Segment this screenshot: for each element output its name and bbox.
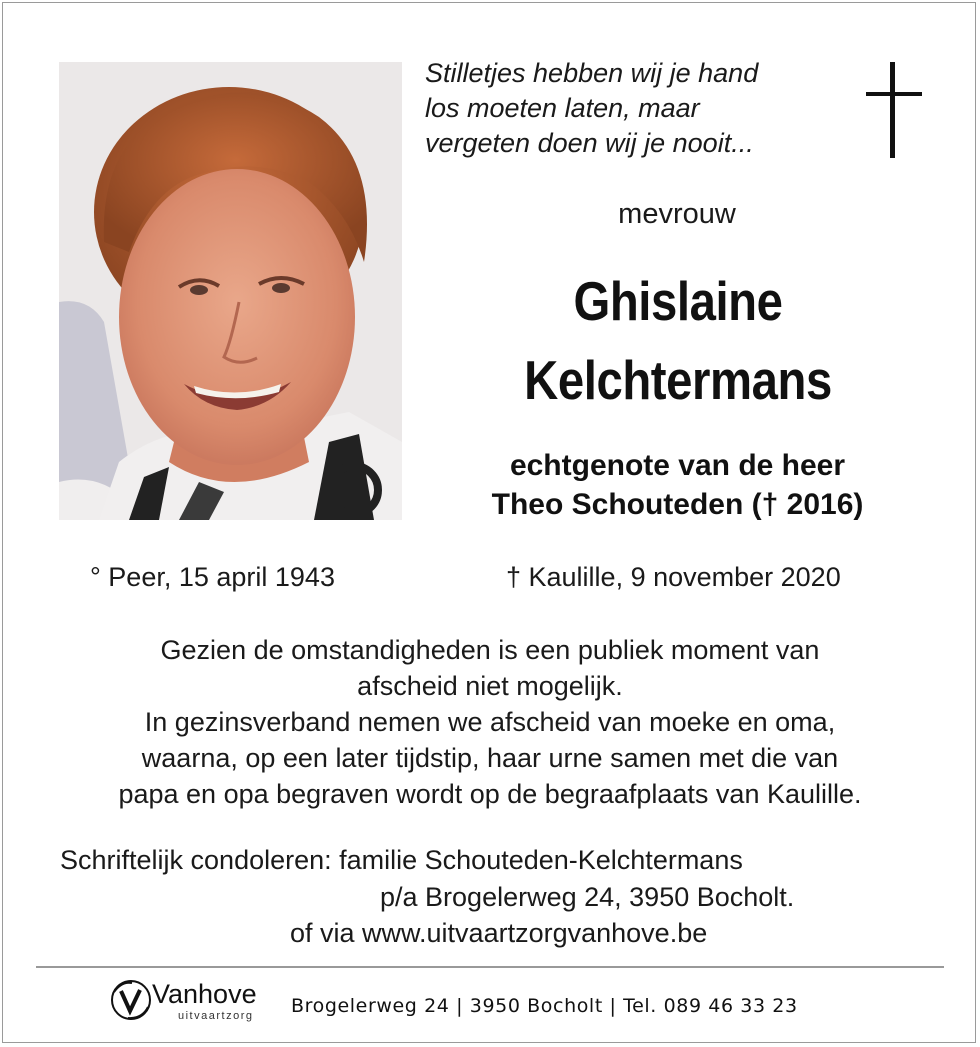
condolence-address: p/a Brogelerweg 24, 3950 Bocholt. [380, 882, 795, 912]
poem-line: vergeten doen wij je nooit... [425, 128, 754, 158]
message-line: Gezien de omstandigheden is een publiek moment van [160, 635, 820, 665]
divider [36, 966, 944, 968]
spouse-block [430, 446, 925, 524]
vanhove-logo-icon [108, 977, 154, 1023]
message-line: In gezinsverband nemen we afscheid van moeke en oma, [144, 707, 836, 737]
condolence-line: Schriftelijk condoleren: familie Schouteden-Kelchtermans [60, 845, 743, 875]
condolence-website[interactable]: of via www.uitvaartzorgvanhove.be [290, 918, 708, 948]
death-info: † Kaulille, 9 november 2020 [506, 562, 841, 592]
honorific: mevrouw [618, 198, 736, 230]
footer-contact: Brogelerweg 24 | 3950 Bocholt | Tel. 089 46 33 23 [291, 995, 798, 1017]
poem-block [425, 56, 845, 161]
birth-info: ° Peer, 15 april 1943 [90, 562, 335, 592]
message-block [40, 632, 940, 812]
funeral-home-logo [108, 975, 278, 1025]
logo-subtitle: uitvaartzorg [178, 1010, 254, 1022]
cross-icon [866, 62, 922, 158]
logo-name: Vanhove [152, 979, 257, 1009]
first-name: Ghislaine [573, 270, 783, 332]
portrait-photo [59, 62, 402, 520]
message-line: papa en opa begraven wordt op de begraafplaats van Kaulille. [118, 779, 862, 809]
spouse-line: echtgenote van de heer [509, 449, 846, 482]
poem-line: Stilletjes hebben wij je hand [425, 58, 759, 88]
message-line: waarna, op een later tijdstip, haar urne samen met die van [141, 743, 839, 773]
last-name: Kelchtermans [524, 349, 832, 411]
poem-line: los moeten laten, maar [425, 93, 700, 123]
spouse-line: Theo Schouteden († 2016) [491, 488, 864, 521]
message-line: afscheid niet mogelijk. [357, 671, 623, 701]
